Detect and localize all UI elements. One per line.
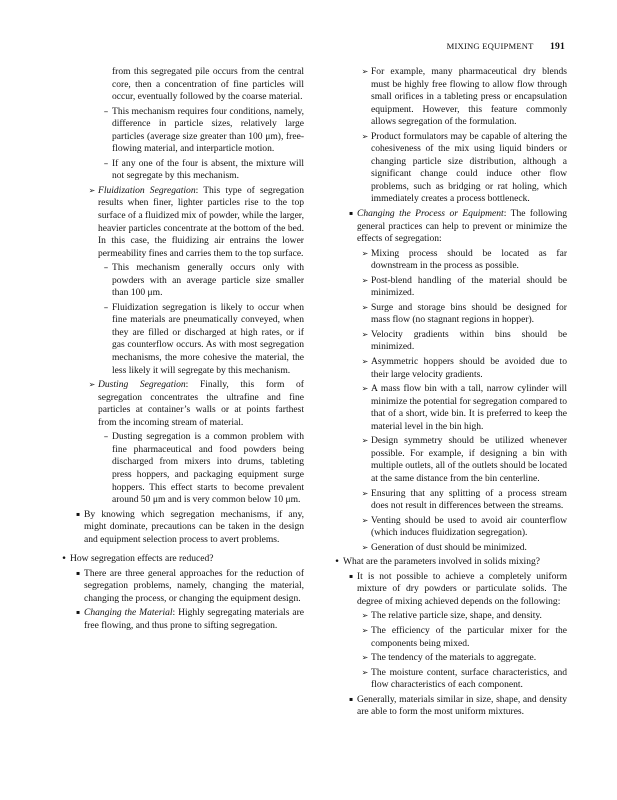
- section-title: MIXING EQUIPMENT: [446, 41, 534, 51]
- bullet-arrow-icon: ➢: [361, 329, 369, 339]
- bullet-arrow-icon: ➢: [361, 248, 369, 258]
- italic-heading: Changing the Material: [84, 607, 173, 619]
- paragraph-text: It is not possible to achieve a completely uniform mixture of dry powders or particulate solids. The degree of mixing achieved depends on the following:: [357, 570, 567, 607]
- italic-heading: Dusting Segregation: [98, 379, 186, 391]
- paragraph-text: The moisture content, surface characteristics, and flow characteristics of each component.: [371, 666, 567, 691]
- paragraph: [57, 431, 304, 506]
- bullet-arrow-icon: ➢: [361, 384, 369, 394]
- paragraph: [57, 158, 304, 183]
- paragraph-text: How segregation effects are reduced?: [70, 553, 214, 565]
- paragraph: [330, 488, 567, 513]
- paragraph: [330, 571, 567, 609]
- paragraph: [330, 248, 567, 273]
- paragraph-text: Dusting segregation is a common problem with fine pharmaceutical and food powders being discharged from mixers into drums, tableting press hoppers, and packaging equipment surge hoppers. This effect starts to become prevalent around 50 μm and is very common below 10 μm.: [112, 431, 304, 506]
- paragraph-text: Asymmetric hoppers should be avoided due to their large velocity gradients.: [371, 356, 567, 380]
- paragraph-text: By knowing which segregation mechanisms, if any, might dominate, precautions can be taken in the design and equipment selection process to avert problems.: [84, 508, 304, 545]
- paragraph: [57, 379, 304, 429]
- paragraph: [330, 625, 567, 650]
- paragraph: [330, 302, 567, 327]
- paragraph-text: Fluidization segregation is likely to occur when fine materials are pneumatically conveyed, when they are filled or discharged at high rates, or if gas counterflow occurs. As with most segregation mechanisms, the more cohesive the material, the less likely it will segregate by this mechanism.: [112, 301, 304, 376]
- bullet-arrow-icon: ➢: [361, 515, 369, 525]
- paragraph-text: Velocity gradients within bins should be minimized.: [371, 328, 567, 353]
- paragraph: [330, 515, 567, 540]
- paragraph-text: Product formulators may be capable of altering the cohesiveness of the mix using liquid binders or changing particle size distribution, although a significant change could induce other flow problems, such as bridging or rat holing, which immediately creates a process bottleneck.: [371, 130, 567, 205]
- bullet-square-icon: ▪: [348, 572, 354, 580]
- bullet-arrow-icon: ➢: [88, 380, 96, 390]
- bullet-dash-icon: –: [103, 158, 109, 169]
- paragraph: [330, 329, 567, 354]
- paragraph: [57, 553, 304, 566]
- paragraph-text: from this segregated pile occurs from the central core, then a concentration of fine particles will occur, eventually followed by the coarse material.: [112, 66, 304, 103]
- bullet-dash-icon: –: [103, 106, 109, 117]
- bullet-arrow-icon: ➢: [361, 302, 369, 312]
- bullet-arrow-icon: ➢: [88, 185, 96, 195]
- paragraph: [330, 652, 567, 665]
- bullet-dash-icon: –: [103, 432, 109, 443]
- bullet-square-icon: ▪: [75, 609, 81, 617]
- paragraph: [330, 275, 567, 300]
- paragraph-text: The relative particle size, shape, and density.: [371, 610, 542, 622]
- paragraph-text: The efficiency of the particular mixer for the components being mixed.: [371, 624, 567, 649]
- paragraph-text: For example, many pharmaceutical dry blends must be highly free flowing to allow flow through small orifices in a tableting press or encapsulation equipment. However, this feature commonly allows segregation of the formulation.: [371, 66, 567, 128]
- paragraph-text: This mechanism requires four conditions, namely, difference in particle sizes, relatively large particles (average size greater than 100 μm), free-flowing material, and interparticle motion.: [112, 105, 304, 155]
- paragraph-text: : The following general practices can help to prevent or minimize the effects of segregation:: [357, 208, 567, 245]
- paragraph-text: Venting should be used to avoid air counterflow (which induces fluidization segregation).: [371, 514, 567, 539]
- paragraph: [330, 556, 567, 569]
- bullet-arrow-icon: ➢: [361, 653, 369, 663]
- paragraph: [330, 383, 567, 433]
- bullet-arrow-icon: ➢: [361, 488, 369, 498]
- paragraph-text: The tendency of the materials to aggregate.: [371, 652, 537, 664]
- paragraph: [330, 694, 567, 719]
- bullet-square-icon: ▪: [348, 210, 354, 218]
- paragraph: [330, 610, 567, 623]
- paragraph-text: What are the parameters involved in solids mixing?: [343, 556, 540, 568]
- paragraph: [57, 509, 304, 547]
- bullet-arrow-icon: ➢: [361, 357, 369, 367]
- page-number: 191: [550, 41, 565, 52]
- bullet-dash-icon: –: [103, 263, 109, 274]
- paragraph-text: Surge and storage bins should be designed for mass flow (no stagnant regions in hopper).: [371, 301, 567, 326]
- bullet-arrow-icon: ➢: [361, 275, 369, 285]
- bullet-arrow-icon: ➢: [361, 611, 369, 621]
- left-column: [57, 66, 304, 635]
- italic-heading: Changing the Process or Equipment: [357, 208, 504, 220]
- paragraph-text: Generally, materials similar in size, shape, and density are able to form the most uniform mixtures.: [357, 693, 567, 718]
- running-header: [447, 41, 565, 52]
- paragraph-text: : Finally, this form of segregation concentrates the ultrafine and fine particles at container’s walls or at points farthest from the incoming stream of material.: [98, 379, 304, 428]
- bullet-arrow-icon: ➢: [361, 436, 369, 446]
- paragraph: [330, 435, 567, 485]
- bullet-arrow-icon: ➢: [361, 667, 369, 677]
- paragraph-text: Post-blend handling of the material should be minimized.: [371, 274, 567, 299]
- paragraph-text: Mixing process should be located as far downstream in the process as possible.: [371, 247, 567, 272]
- bullet-arrow-icon: ➢: [361, 131, 369, 141]
- bullet-square-icon: ▪: [75, 510, 81, 518]
- paragraph: [57, 607, 304, 632]
- paragraph: [57, 106, 304, 156]
- paragraph: [57, 302, 304, 377]
- paragraph-text: Ensuring that any splitting of a process stream does not result in differences between the streams.: [371, 487, 567, 512]
- bullet-arrow-icon: ➢: [361, 625, 369, 635]
- paragraph-text: : Highly segregating materials are free flowing, and thus prone to sifting segregation.: [84, 607, 304, 631]
- bullet-arrow-icon: ➢: [361, 542, 369, 552]
- paragraph-text: Generation of dust should be minimized.: [371, 541, 527, 553]
- paragraph-text: Design symmetry should be utilized whenever possible. For example, if designing a bin with multiple outlets, all of the outlets should be located at the same distance from the bin centerline.: [371, 435, 567, 484]
- paragraph: [57, 262, 304, 300]
- paragraph-text: A mass flow bin with a tall, narrow cylinder will minimize the potential for segregation compared to that of a short, wide bin. It is preferred to keep the material level in the bin high.: [371, 383, 567, 432]
- paragraph: [330, 542, 567, 555]
- paragraph-text: This mechanism generally occurs only with powders with an average particle size smaller than 100 μm.: [112, 262, 304, 299]
- paragraph: [57, 568, 304, 606]
- bullet-square-icon: ▪: [348, 695, 354, 703]
- paragraph: [330, 66, 567, 129]
- bullet-dot-icon: •: [61, 554, 67, 565]
- paragraph: [330, 131, 567, 206]
- italic-heading: Fluidization Segregation: [98, 184, 196, 196]
- paragraph: [57, 66, 304, 104]
- bullet-arrow-icon: ➢: [361, 67, 369, 76]
- paragraph-text: If any one of the four is absent, the mixture will not segregate by this mechanism.: [112, 157, 304, 182]
- bullet-dash-icon: –: [103, 302, 109, 313]
- paragraph: [330, 356, 567, 381]
- paragraph: [330, 667, 567, 692]
- paragraph: [330, 208, 567, 246]
- bullet-square-icon: ▪: [75, 569, 81, 577]
- bullet-dot-icon: •: [334, 557, 340, 568]
- paragraph: [57, 185, 304, 260]
- paragraph-text: : This type of segregation results when finer, lighter particles rise to the top surface of a fluidized mix of powder, while the larger, heavier particles concentrate at the bottom of the bed. In this case, the fluidizing air entrains the lower permeability fines and carries them to the top surface.: [98, 184, 304, 259]
- paragraph-text: There are three general approaches for the reduction of segregation problems, namely, changing the material, changing the process, or changing the equipment design.: [84, 567, 304, 604]
- right-column: [330, 66, 567, 721]
